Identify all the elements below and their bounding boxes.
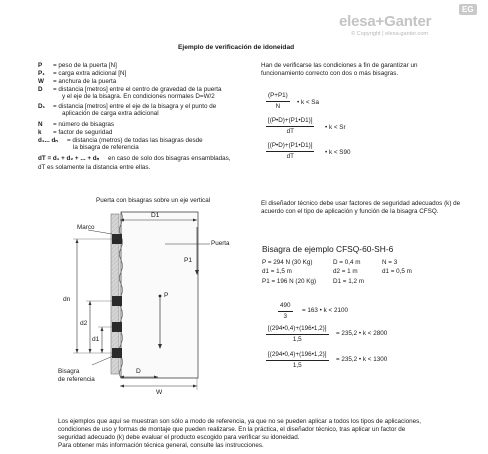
label-p: P [164,292,169,299]
def-text: = anchura de la puerta [53,78,117,85]
fraction-numerator: [(294•0,4)+(196•1,2)] [266,325,329,335]
footer-line: Para obtener más información técnica general, consulte las instrucciones. [58,442,264,449]
fraction-denominator: 1,5 [292,361,302,369]
brand-logo: elesa+Ganter [339,13,432,30]
fraction-numerator: 490 [278,302,293,312]
def-symbol: k [38,129,42,136]
def-text: = distancia [metros] entre el eje de la bisagra y el punto de [53,103,217,110]
fraction-numerator: [(P•D)+(P1•D1)] [266,142,314,152]
label-w: W [156,389,163,396]
def-text: = carga extra adicional [N] [53,70,127,77]
calc-fraction [278,302,293,320]
def-text: la bisagra de referencia [73,144,139,151]
hinge-top [112,234,122,244]
def-symbol: d₁... dₙ [38,137,58,144]
def-text: aplicación de carga extra adicional [62,110,159,117]
def-text: = distancia (metros) de todas las bisagras desde [67,137,203,144]
def-symbol: D₁ [38,103,46,110]
label-dn: dn [63,296,71,303]
fraction-denominator: dT [286,152,294,160]
condition-rhs: • k < Sr [325,124,346,131]
fraction-denominator: 1,5 [292,335,302,343]
param-cell: D1 = 1,2 m [333,278,364,285]
fraction-numerator: [(P•D)+(P1•D1)] [266,117,314,127]
calc-fraction [266,351,329,369]
label-puerta: Puerta [211,240,230,247]
condition-rhs: • k < Sa [297,99,319,106]
fraction-denominator: 3 [283,312,288,320]
param-cell: d1 = 0,5 m [382,268,412,275]
def-text: = número de bisagras [53,121,115,128]
def-text: en caso de solo dos bisagras ensambladas, [108,155,231,162]
page-title: Ejemplo de verificación de idoneidad [178,44,295,51]
param-cell: P = 294 N (30 Kg) [262,259,313,266]
fraction-denominator: dT [286,127,294,135]
hinge-lower [112,322,122,332]
calc-rhs: = 235,2 • k < 2800 [336,330,388,337]
def-symbol: P₁ [38,70,45,77]
def-symbol: W [38,78,44,85]
label-d1-dist: d1 [92,336,100,343]
def-text: = peso de la puerta [N] [53,62,117,69]
hinge-middle [112,296,122,306]
def-text: = distancia [metros] entre el centro de gravedad de la puerta [53,86,222,93]
condition-rhs: • k < S90 [325,149,351,156]
calc-fraction [266,325,329,343]
label-d: D [136,368,141,375]
label-referencia: de referencia [58,376,95,383]
def-symbol: dT = d₁ + d₂ + ... + dₙ [38,155,100,162]
def-symbol: D [38,86,43,93]
fraction-numerator: (P+P1) [266,92,290,102]
param-cell: d1 = 1,5 m [262,268,292,275]
def-symbol: N [38,121,43,128]
calc-rhs: = 163 • k < 2100 [302,307,348,314]
param-cell: N = 3 [382,259,398,266]
label-bisagra: Bisagra [58,368,80,375]
def-text: y el eje de la bisagra. En condiciones normales D=W/2 [62,93,215,100]
fraction-denominator: N [275,102,281,110]
calc-rhs: = 235,2 • k < 1300 [336,356,388,363]
def-symbol: P [38,62,43,69]
label-d1: D1 [151,212,160,219]
footer-line: Los ejemplos que aquí se muestran son sólo a modo de referencia, ya que no se pueden aplicar a todos los tipos de aplicaciones, [58,418,421,425]
def-text: dT es solamente la distancia entre ellas. [38,164,151,171]
footer-line: condiciones de uso y formas de montaje que pueden realizarse. En la práctica, el diseñador técnico, tras aplicar un factor de [58,426,406,433]
safety-paragraph: El diseñador técnico debe usar factores de seguridad adecuados (k) de acuerdo con el tipo de aplicación y función de la bisagra CFSQ. [261,200,461,215]
example-title: Bisagra de ejemplo CFSQ-60-SH-6 [262,244,394,254]
def-text: = factor de seguridad [53,129,113,136]
fraction-numerator: [(294•0,4)+(196•1,2)] [266,351,329,361]
param-cell: P1 = 196 N (20 Kg) [262,278,317,285]
param-cell: d2 = 1 m [333,268,358,275]
diagram-caption: Puerta con bisagras sobre un eje vertical [96,197,211,204]
conditions-intro: Han de verificarse las condiciones a fin de garantizar un funcionamiento correcto con dos o más bisagras. [261,62,418,77]
footer-line: seguridad adecuado (k) debe evaluar el producto escogido para verificar su idoneidad. [58,434,300,441]
label-marco: Marco [77,224,95,231]
param-cell: D = 0,4 m [333,259,361,266]
brand-badge: EG [459,4,477,15]
copyright-note: © Copyright | elesa-ganter.com [351,31,429,37]
hinge-reference [112,348,122,358]
label-d2: d2 [80,320,88,327]
label-p1: P1 [184,257,193,264]
